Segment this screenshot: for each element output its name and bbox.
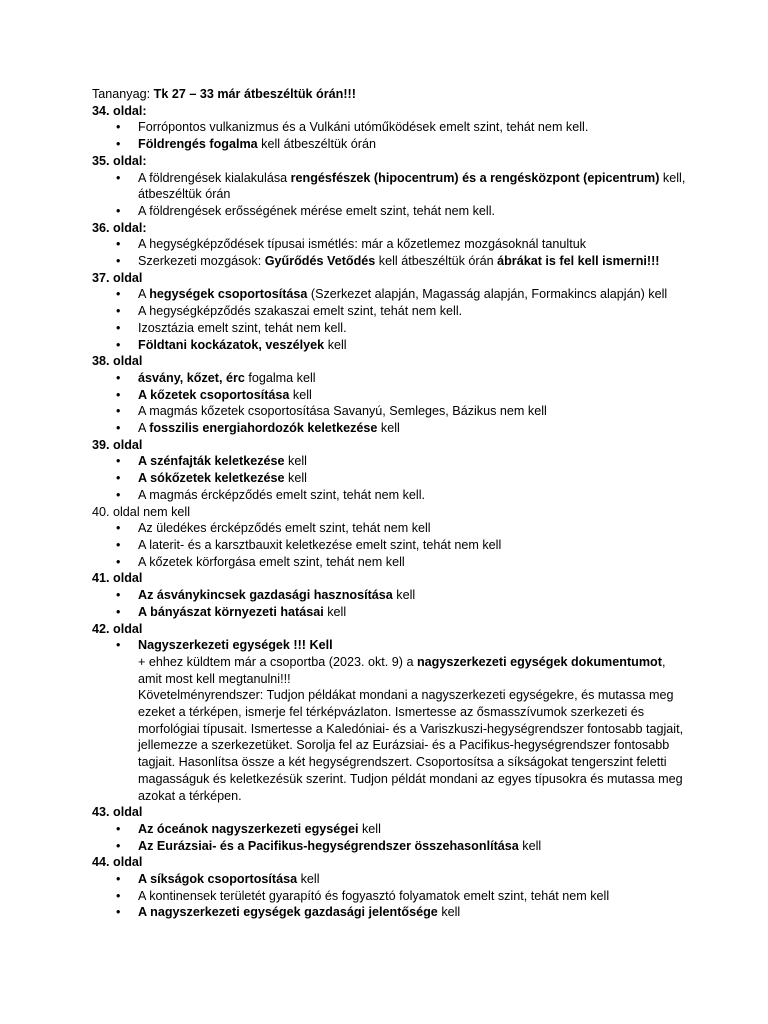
text-run: kell (518, 838, 542, 853)
page-section (92, 437, 692, 504)
bullet-item (92, 537, 692, 554)
bold-text: Az óceánok nagyszerkezeti egységei (138, 821, 359, 836)
page-section (92, 353, 692, 437)
bullet-item (92, 554, 692, 571)
section-heading: 34. oldal: (92, 103, 147, 118)
bullet-item (92, 286, 692, 303)
bullet-item (92, 487, 692, 504)
section-heading: 42. oldal (92, 621, 143, 636)
page-section (92, 854, 692, 921)
page-section (92, 103, 692, 153)
text-run: A földrengések erősségének mérése emelt szint, tehát nem kell. (138, 203, 496, 218)
section-heading-line (92, 504, 692, 521)
section-heading-line (92, 153, 692, 170)
section-heading-line (92, 353, 692, 370)
text-run: kell (297, 872, 320, 887)
bullet-item (92, 170, 692, 203)
bullet-item (92, 453, 692, 470)
bullet-item (92, 420, 692, 437)
bold-text: Nagyszerkezeti egységek !!! Kell (138, 638, 333, 653)
bullet-item (92, 303, 692, 320)
section-heading-line (92, 621, 692, 638)
section-heading: 37. oldal (92, 270, 143, 285)
text-run: kell (377, 421, 400, 436)
text-run: A magmás ércképződés emelt szint, tehát nem kell. (138, 487, 425, 502)
bullet-item (92, 871, 692, 888)
page-section (92, 270, 692, 354)
bold-text: A bányászat környezeti hatásai (138, 604, 324, 619)
text-run: Szerkezeti mozgások: (138, 254, 265, 269)
bullet-item (92, 403, 692, 420)
text-run: (Szerkezet alapján, Magasság alapján, Formakincs alapján) kell (307, 287, 668, 302)
text-run: Forrópontos vulkanizmus és a Vulkáni utóműködések emelt szint, tehát nem kell. (138, 120, 589, 135)
text-run: Az üledékes ércképződés emelt szint, tehát nem kell (138, 521, 431, 536)
bold-text: A nagyszerkezeti egységek gazdasági jelentősége (138, 905, 438, 920)
bold-text: Földtani kockázatok, veszélyek (138, 337, 325, 352)
bullet-item (92, 888, 692, 905)
text-run: A kőzetek körforgása emelt szint, tehát nem kell (138, 554, 405, 569)
bullet-item (92, 604, 692, 621)
text-run: kell (324, 337, 347, 352)
page-section (92, 153, 692, 220)
section-heading: 36. oldal: (92, 220, 147, 235)
text-run: A kontinensek területét gyarapító és fogyasztó folyamatok emelt szint, tehát nem kell (138, 888, 610, 903)
bullet-item (92, 119, 692, 136)
text-run: kell (284, 471, 307, 486)
text-run: A (138, 421, 150, 436)
bold-text: fosszilis energiahordozók keletkezése (149, 421, 378, 436)
text-run: A magmás kőzetek csoportosítása Savanyú, Semleges, Bázikus nem kell (138, 404, 547, 419)
section-heading-line (92, 437, 692, 454)
text-run: kell (323, 604, 347, 619)
bold-text: Az Eurázsiai- és a Pacifikus-hegységrendszer összehasonlítása (138, 838, 519, 853)
text-run: A laterit- és a karsztbauxit keletkezése emelt szint, tehát nem kell (138, 537, 502, 552)
bold-text: Földrengés fogalma (138, 137, 258, 152)
bullet-item (92, 236, 692, 253)
bullet-item (92, 337, 692, 354)
text-run: kell (437, 905, 461, 920)
section-heading: 35. oldal: (92, 153, 147, 168)
section-heading-line (92, 270, 692, 287)
text-run: kell (284, 454, 307, 469)
bullet-item (92, 637, 692, 654)
text-run: fogalma kell (244, 370, 316, 385)
section-heading: 39. oldal (92, 437, 143, 452)
section-heading: 44. oldal (92, 855, 143, 870)
header-bold: Tk 27 – 33 már átbeszéltük órán!!! (153, 87, 356, 101)
bullet-item (92, 587, 692, 604)
section-heading-line (92, 570, 692, 587)
text-run: , amit most kell megtanulni!!! (138, 654, 666, 686)
text-run: A (138, 287, 150, 302)
bold-text: A síkságok csoportosítása (138, 872, 298, 887)
bold-text: A szénfajták keletkezése (138, 454, 285, 469)
bullet-item (92, 253, 692, 270)
section-heading-line (92, 220, 692, 237)
continuation-text (92, 654, 692, 687)
bullet-item (92, 320, 692, 337)
bold-text: ábrákat is fel kell ismerni!!! (497, 254, 660, 269)
bold-text: Gyűrődés Vetődés (264, 254, 376, 269)
section-heading: 41. oldal (92, 571, 143, 586)
bold-text: A kőzetek csoportosítása (138, 387, 290, 402)
section-heading: 38. oldal (92, 354, 143, 369)
section-heading-line (92, 854, 692, 871)
bullet-item (92, 838, 692, 855)
header-prefix: Tananyag: (92, 87, 154, 101)
text-run: A földrengések kialakulása (138, 170, 291, 185)
page-section (92, 504, 692, 571)
header-line (92, 86, 692, 103)
bullet-item (92, 203, 692, 220)
text-run: A hegységképződések típusai ismétlés: már a kőzetlemez mozgásoknál tanultuk (138, 237, 587, 252)
text-run: kell (289, 387, 312, 402)
bullet-item (92, 520, 692, 537)
bold-text: rengésfészek (hipocentrum) és a rengésközpont (epicentrum) (290, 170, 660, 185)
text-run: kell átbeszéltük órán (375, 254, 498, 269)
page-section (92, 621, 692, 805)
section-heading: 43. oldal (92, 805, 143, 820)
text-run: + ehhez küldtem már a csoportba (2023. okt. 9) a (138, 654, 417, 669)
bullet-item (92, 370, 692, 387)
bullet-item (92, 821, 692, 838)
section-heading-line (92, 804, 692, 821)
page-section (92, 220, 692, 270)
bullet-item (92, 470, 692, 487)
text-run: Követelményrendszer: Tudjon példákat mondani a nagyszerkezeti egységekre, és mutassa meg ezeket a térképen, ismerje fel térképvázlaton. Ismertesse az ősmasszívumok szerkezeti és morfológiai típusait. Ismertesse a Kaledóniai- és a Variszkuszi-hegységrendszer fontosabb tagjait, jellemezze a szerkezetüket. Sorolja fel az Eurázsiai- és a Pacifikus-hegységrendszer fontosabb tagjait. Hasonlítsa össze a két hegységrendszert. Csoportosítsa a síkságokat tengerszint feletti magasságuk és keletkezésük szerint. Tudjon példát mondani az egyes típusokra és mutassa meg azokat a térképen. (138, 688, 684, 803)
section-list (92, 103, 692, 921)
text-run: kell átbeszéltük órán (257, 137, 376, 152)
bullet-item (92, 136, 692, 153)
section-heading: 40. oldal nem kell (92, 504, 191, 519)
bullet-item (92, 387, 692, 404)
page-section (92, 804, 692, 854)
bullet-item (92, 904, 692, 921)
bold-text: A sókőzetek keletkezése (138, 471, 285, 486)
bold-text: Az ásványkincsek gazdasági hasznosítása (138, 588, 393, 603)
text-run: kell (358, 821, 381, 836)
page-section (92, 570, 692, 620)
continuation-text (92, 687, 692, 804)
text-run: kell (392, 588, 416, 603)
text-run: kell, átbeszéltük órán (138, 170, 686, 202)
bold-text: ásvány, kőzet, érc (138, 370, 245, 385)
bold-text: nagyszerkezeti egységek dokumentumot (416, 654, 662, 669)
text-run: Izosztázia emelt szint, tehát nem kell. (138, 320, 347, 335)
bold-text: hegységek csoportosítása (149, 287, 308, 302)
document-body (92, 86, 692, 921)
text-run: A hegységképződés szakaszai emelt szint, tehát nem kell. (138, 304, 463, 319)
section-heading-line (92, 103, 692, 120)
